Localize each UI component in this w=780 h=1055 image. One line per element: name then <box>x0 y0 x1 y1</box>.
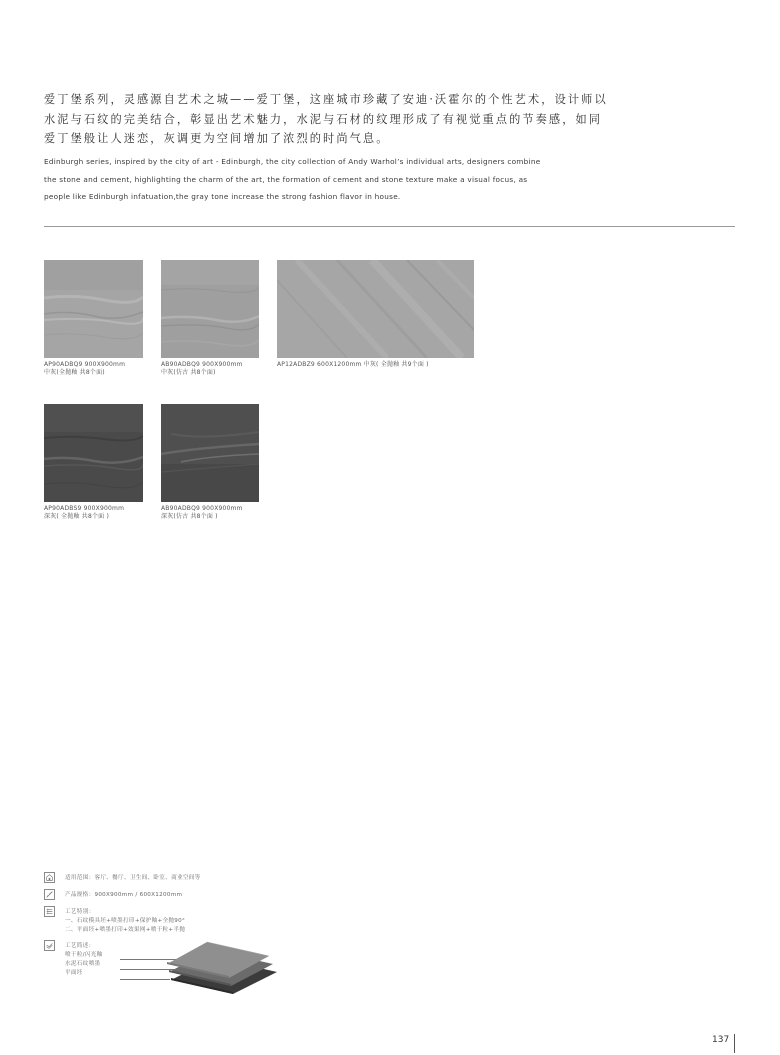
tile-caption-4 <box>44 505 124 520</box>
intro-cn-line-3: 爱丁堡般让人迷恋，灰调更为空间增加了浓烈的时尚气息。 <box>44 132 390 145</box>
tile-caption-2 <box>161 361 243 376</box>
intro-english-paragraph <box>44 153 604 206</box>
tile-image-mid-grey-rustic <box>161 260 259 358</box>
tile-caption-5 <box>161 505 243 520</box>
tile-desc-2: 中灰(仿古 共8个面) <box>161 368 216 376</box>
spec-craft <box>65 942 103 978</box>
tile-image-mid-grey-polished <box>44 260 143 358</box>
layers-icon <box>44 940 55 951</box>
tile-desc-4: 深灰( 全抛釉 共8个面 ) <box>44 512 110 520</box>
spec-sizes: 产品规格：900X900mm / 600X1200mm <box>65 892 183 898</box>
tile-caption-1 <box>44 361 125 376</box>
craft-layer-2: 水泥石纹喷墨 <box>65 961 101 967</box>
page-number-rule <box>734 1034 735 1053</box>
spec-process <box>65 908 185 935</box>
tile-code-1: AP90ADBQ9 900X900mm <box>44 361 126 368</box>
tile-image-dark-grey-rustic <box>161 404 259 502</box>
section-divider <box>44 226 735 227</box>
tile-code-2: AB90ADBQ9 900X900mm <box>161 361 243 368</box>
tile-code-4: AP90ADBS9 900X900mm <box>44 505 125 512</box>
intro-en-line-2: the stone and cement, highlighting the charm of the art, the formation of cement and stone texture make a visual focus, as <box>44 174 528 184</box>
intro-en-line-1: Edinburgh series, inspired by the city of art - Edinburgh, the city collection of Andy Warhol’s individual arts, designers combine <box>44 157 541 166</box>
tile-image-mid-grey-diagonal <box>277 260 474 358</box>
tile-code-3: AP12ADBZ9 600X1200mm 中灰( 全抛釉 共9个面 ) <box>277 361 429 368</box>
spec-craft-title: 工艺简述： <box>65 943 95 949</box>
craft-layer-1: 喷干粒/闪光釉 <box>65 952 103 958</box>
house-icon <box>44 872 55 883</box>
ruler-icon <box>44 889 55 900</box>
craft-layer-3: 平面坯 <box>65 970 83 976</box>
intro-en-line-3: people like Edinburgh infatuation,the gray tone increase the strong fashion flavor in house. <box>44 192 401 201</box>
tile-image-dark-grey-polished <box>44 404 143 502</box>
tile-caption-3 <box>277 361 429 369</box>
spec-application: 适用范围：客厅、餐厅、卫生间、卧室、商业空间等 <box>65 875 201 881</box>
intro-cn-line-1: 爱丁堡系列，灵感源自艺术之城——爱丁堡，这座城市珍藏了安迪·沃霍尔的个性艺术，设计师以 <box>44 93 608 106</box>
list-icon <box>44 906 55 917</box>
intro-chinese-paragraph <box>44 90 608 149</box>
layer-structure-diagram <box>165 936 277 994</box>
leader-line-3 <box>120 979 170 980</box>
spec-process-title: 工艺特别： <box>65 909 95 915</box>
page-number: 137 <box>712 1035 730 1045</box>
intro-cn-line-2: 水泥与石纹的完美结合，彰显出艺术魅力，水泥与石材的纹理形成了有视觉重点的节奏感，如同 <box>44 112 603 126</box>
tile-code-5: AB90ADBQ9 900X900mm <box>161 505 243 512</box>
tile-desc-1: 中灰(全抛釉 共8个面) <box>44 368 105 376</box>
spec-process-line-2: 二、平面坯+喷墨打印+效果网+喷干粒+半抛 <box>65 927 186 933</box>
tile-desc-5: 深灰(仿古 共8个面 ) <box>161 512 218 520</box>
spec-process-line-1: 一、石纹模具坯+喷墨打印+保护釉+全抛90° <box>65 918 186 924</box>
